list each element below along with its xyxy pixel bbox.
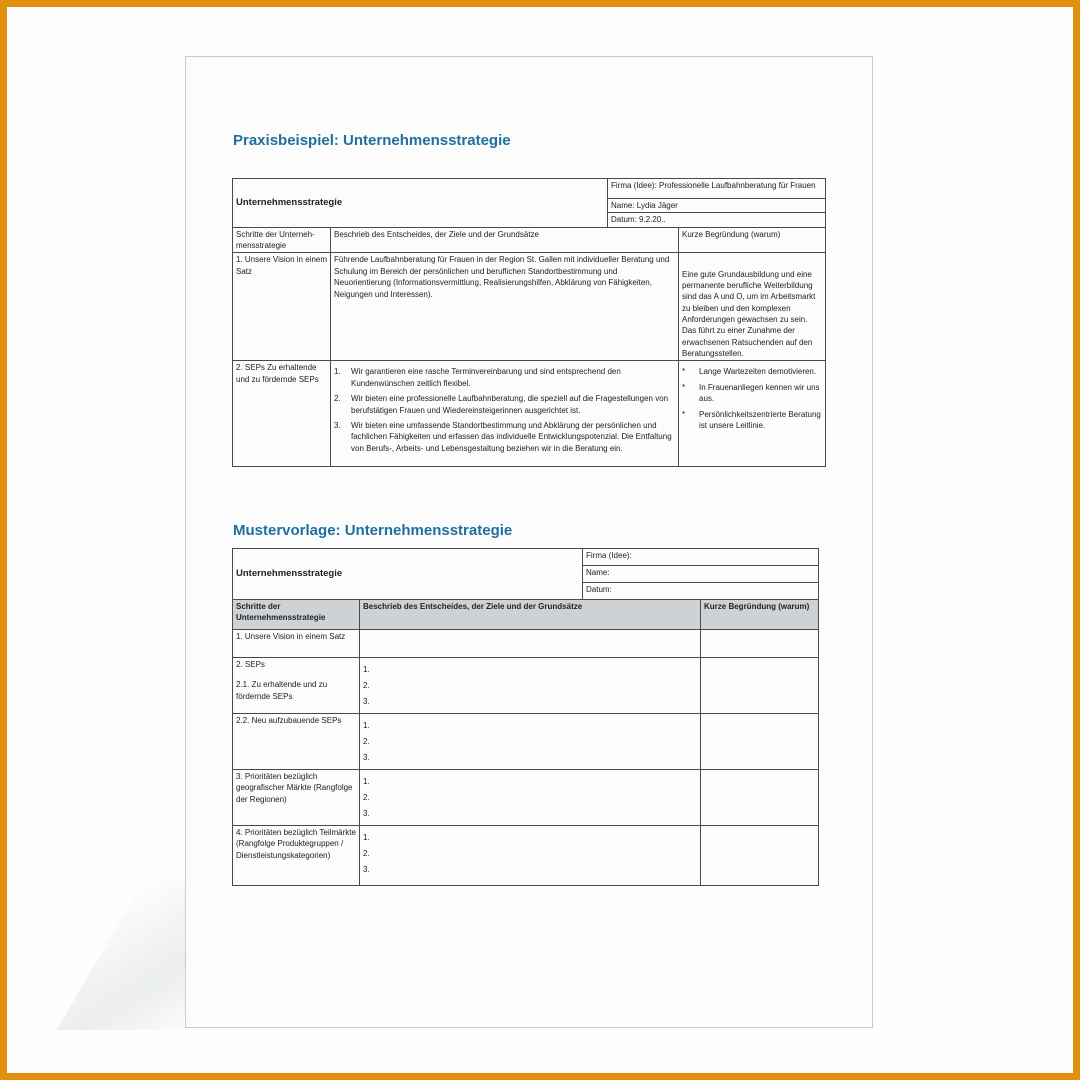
template-row-new-seps-description: 1. 2. 3. [360, 714, 701, 770]
example-col-steps: Schritte der Unterneh-mensstrategie [233, 227, 331, 253]
template-row-new-seps-label: 2.2. Neu aufzubauende SEPs [233, 714, 360, 770]
example-col-description: Beschrieb des Entscheides, der Ziele und der Grundsätze [331, 227, 679, 253]
list-item: 2. Wir bieten eine professionelle Laufbahnberatung, die speziell auf die Fragestellungen von berufstätigen Frauen und Wiedereinsteigerinnen ausgerichtet ist. [334, 394, 669, 415]
list-item: 1. Wir garantieren eine rasche Terminvereinbarung und sind entsprechend den Kundenwünschen zeitlich flexibel. [334, 367, 621, 388]
example-name: Name: Lydia Jäger [608, 199, 826, 213]
template-row-geo-label: 3. Prioritäten bezüglich geografischer Märkte (Rangfolge der Regionen) [233, 770, 360, 826]
list-item: * Persönlichkeitszentrierte Beratung ist unsere Leitlinie. [682, 409, 821, 430]
example-heading: Praxisbeispiel: Unternehmensstrategie [233, 132, 511, 149]
template-firma: Firma (Idee): [583, 549, 819, 566]
example-row1-reason: Eine gute Grundausbildung und eine permanente berufliche Weiterbildung sind das A und O, um im Arbeitsmarkt zu bleiben und den komplexen Anforderungen gewachsen zu sein. Das führt zu einer Zunahme der erwachsenen Ratsuchenden auf den Beratungsstellen. [679, 253, 826, 361]
example-table [232, 178, 826, 467]
template-row-submarkets-reason [701, 826, 819, 886]
template-table-title: Unternehmensstrategie [233, 549, 583, 600]
template-row-seps-label: 2. SEPs 2.1. Zu erhaltende und zu fördernde SEPs [233, 658, 360, 714]
example-firma: Firma (Idee): Professionelle Laufbahnberatung für Frauen [608, 179, 826, 199]
template-row-submarkets-description: 1. 2. 3. [360, 826, 701, 886]
template-row-geo-description: 1. 2. 3. [360, 770, 701, 826]
template-row-vision-label: 1. Unsere Vision in einem Satz [233, 630, 360, 658]
template-name: Name: [583, 566, 819, 583]
template-col-reason: Kurze Begründung (warum) [701, 600, 819, 630]
template-row-new-seps-reason [701, 714, 819, 770]
template-table [232, 548, 819, 886]
template-datum: Datum: [583, 583, 819, 600]
example-col-reason: Kurze Begründung (warum) [679, 227, 826, 253]
example-row2-description [331, 361, 679, 467]
list-item: * In Frauenanliegen kennen wir uns aus. [682, 382, 820, 404]
example-row1-description: Führende Laufbahnberatung für Frauen in der Region St. Gallen mit individueller Beratung und Schulung im Bereich der persönlichen und beruflichen Standortbestimmung und Neuorientierung (Informationsvermittlung, Realisierungshilfen, Abklärung von Fähigkeiten, Neigungen und Interessen). [331, 253, 679, 361]
document-page [185, 56, 873, 1028]
example-row2-label: 2. SEPs Zu erhaltende und zu fördernde SEPs [233, 361, 331, 467]
list-item: 3. Wir bieten eine umfassende Standortbestimmung und Abklärung der persönlichen und fachlichen Fähigkeiten und erfassen das individuelle Entwicklungspotenzial. Die Entfaltung von Berufs-, Arbeits- und Lebensgestaltung beziehen wir in die Beratung ein. [334, 420, 672, 453]
example-datum: Datum: 9.2.20.. [608, 213, 826, 227]
template-row-seps-description: 1. 2. 3. [360, 658, 701, 714]
list-item: * Lange Wartezeiten demotivieren. [682, 367, 817, 377]
example-table-title: Unternehmensstrategie [233, 179, 608, 228]
template-col-steps: Schritte der Unternehmensstrategie [233, 600, 360, 630]
template-row-vision-reason [701, 630, 819, 658]
template-heading: Mustervorlage: Unternehmensstrategie [233, 522, 513, 539]
template-row-submarkets-label: 4. Prioritäten bezüglich Teilmärkte (Rangfolge Produktegruppen / Dienstleistungskategorien) [233, 826, 360, 886]
template-row-seps-reason [701, 658, 819, 714]
template-col-description: Beschrieb des Entscheides, der Ziele und der Grundsätze [360, 600, 701, 630]
template-row-geo-reason [701, 770, 819, 826]
example-row1-label: 1. Unsere Vision in einem Satz [233, 253, 331, 361]
example-row2-reason [679, 361, 826, 467]
template-row-vision-description [360, 630, 701, 658]
